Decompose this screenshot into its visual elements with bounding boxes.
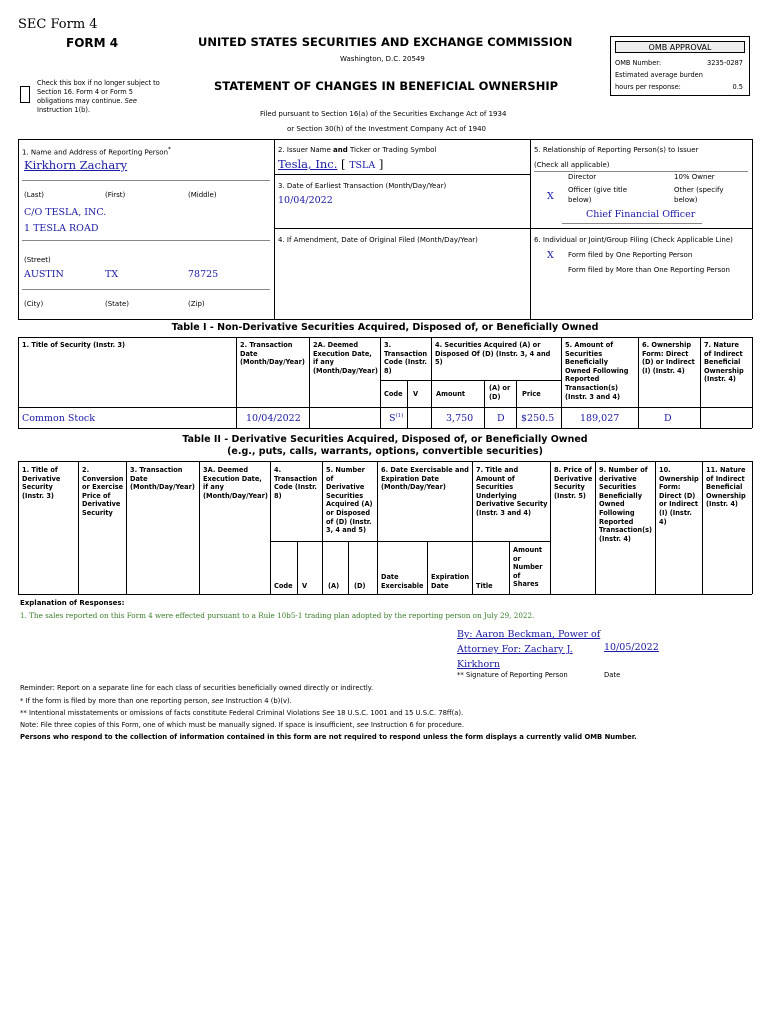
issuer-line: Tesla, Inc. [ TSLA ] xyxy=(278,157,384,171)
t2-sub-expiration: Expiration Date xyxy=(431,573,470,590)
address-line2: 1 TESLA ROAD xyxy=(24,223,99,234)
footer-star: * If the form is filed by more than one reporting person, see Instruction 4 (b)(v). xyxy=(20,697,292,705)
t1-sub-code: Code xyxy=(384,390,403,398)
box2-label: 2. Issuer Name and Ticker or Trading Symbol xyxy=(278,146,437,154)
filed-pursuant-line2: or Section 30(h) of the Investment Company Act of 1940 xyxy=(287,125,487,133)
zip-label: (Zip) xyxy=(188,300,205,308)
t1-h5: 5. Amount of Securities Beneficially Owned Following Reported Transaction(s) (Instr. 3 and 4) xyxy=(565,341,629,401)
t2-sub-amount: Amount or Number of Shares xyxy=(513,546,543,589)
state-label: (State) xyxy=(105,300,129,308)
t1-row-form: D xyxy=(664,413,672,424)
t2-h2: 2. Conversion or Exercise Price of Derivative Security xyxy=(82,466,124,517)
t1-row-amount: 3,750 xyxy=(446,413,474,424)
one-person-checkmark[interactable]: X xyxy=(547,250,554,261)
other-label: Other (specify below) xyxy=(674,186,724,204)
box6-label: 6. Individual or Joint/Group Filing (Check Applicable Line) xyxy=(534,236,733,244)
t2-h3a: 3A. Deemed Execution Date, if any (Month/Day/Year) xyxy=(203,466,268,500)
omb-hours-value: 0.5 xyxy=(732,83,743,91)
box4-label: 4. If Amendment, Date of Original Filed (Month/Day/Year) xyxy=(278,236,478,244)
omb-approval-box xyxy=(610,36,750,96)
t1-sub-price: Price xyxy=(522,390,541,398)
address-line1: C/O TESLA, INC. xyxy=(24,207,107,218)
t2-h10: 10. Ownership Form: Direct (D) or Indirect (I) (Instr. 4) xyxy=(659,466,699,526)
footer-double-star: ** Intentional misstatements or omissions of facts constitute Federal Criminal Violations See 18 U.S.C. 1001 and 15 U.S.C. 78ff(a). xyxy=(20,709,464,717)
officer-label: Officer (give title below) xyxy=(568,186,628,204)
agency-title: UNITED STATES SECURITIES AND EXCHANGE COMMISSION xyxy=(198,35,573,49)
explanation-label: Explanation of Responses: xyxy=(20,599,125,607)
box1-label: 1. Name and Address of Reporting Person* xyxy=(22,147,171,157)
footer-persons: Persons who respond to the collection of information contained in this form are not required to respond unless the form displays a currently valid OMB Number. xyxy=(20,733,637,741)
t2-sub-d: (D) xyxy=(354,582,366,590)
director-label: Director xyxy=(568,173,597,181)
city-value: AUSTIN xyxy=(24,269,64,280)
t1-sub-amount: Amount xyxy=(436,390,466,398)
t1-sub-ad: (A) or (D) xyxy=(489,384,511,401)
agency-address: Washington, D.C. 20549 xyxy=(340,55,425,63)
t2-h6: 6. Date Exercisable and Expiration Date (Month/Day/Year) xyxy=(381,466,469,492)
earliest-transaction-date: 10/04/2022 xyxy=(278,195,333,206)
omb-burden-label: Estimated average burden xyxy=(615,71,703,79)
explanation-note1: 1. The sales reported on this Form 4 were effected pursuant to a Rule 10b5-1 trading plan adopted by the reporting person on July 29, 2022. xyxy=(20,611,535,620)
t1-row-price: $250.5 xyxy=(521,413,555,424)
omb-number-label: OMB Number: xyxy=(615,59,662,67)
t2-h7: 7. Title and Amount of Securities Underlying Derivative Security (Instr. 3 and 4) xyxy=(476,466,548,517)
t2-sub-date-exercisable: Date Exercisable xyxy=(381,573,424,590)
officer-checkmark[interactable]: X xyxy=(547,191,554,202)
signature-date: 10/05/2022 xyxy=(604,642,659,653)
last-label: (Last) xyxy=(24,191,45,199)
street-label: (Street) xyxy=(24,256,51,264)
checkbox-instruction: Check this box if no longer subject to Section 16. Form 4 or Form 5 obligations may continue. See Instruction 1(b). xyxy=(37,79,160,114)
box3-label: 3. Date of Earliest Transaction (Month/Day/Year) xyxy=(278,182,447,190)
t1-h1: 1. Title of Security (Instr. 3) xyxy=(22,341,126,349)
t1-h3: 3. Transaction Code (Instr. 8) xyxy=(384,341,428,375)
form-title: FORM 4 xyxy=(66,36,119,50)
t2-sub-v: V xyxy=(302,582,308,590)
t2-h3: 3. Transaction Date (Month/Day/Year) xyxy=(130,466,195,492)
owner10-label: 10% Owner xyxy=(674,173,715,181)
t1-h2: 2. Transaction Date (Month/Day/Year) xyxy=(240,341,305,367)
no-longer-subject-checkbox[interactable] xyxy=(20,86,30,103)
t1-row-ad: D xyxy=(497,413,505,424)
box5-label: 5. Relationship of Reporting Person(s) to Issuer xyxy=(534,146,699,154)
t2-h11: 11. Nature of Indirect Beneficial Ownership (Instr. 4) xyxy=(706,466,746,509)
officer-title: Chief Financial Officer xyxy=(586,209,696,220)
omb-title: OMB APPROVAL xyxy=(615,41,745,53)
t2-h8: 8. Price of Derivative Security (Instr. 5) xyxy=(554,466,593,500)
middle-label: (Middle) xyxy=(188,191,217,199)
city-label: (City) xyxy=(24,300,44,308)
t1-row-security: Common Stock xyxy=(22,413,95,424)
t2-h4: 4. Transaction Code (Instr. 8) xyxy=(274,466,318,500)
t1-h2a: 2A. Deemed Execution Date, if any (Month/Day/Year) xyxy=(313,341,378,375)
t1-h6: 6. Ownership Form: Direct (D) or Indirect (I) (Instr. 4) xyxy=(642,341,695,375)
t2-sub-title: Title xyxy=(476,582,493,590)
t2-sub-code: Code xyxy=(274,582,293,590)
footer-reminder: Reminder: Report on a separate line for each class of securities beneficially owned directly or indirectly. xyxy=(20,684,374,692)
t2-sub-a: (A) xyxy=(328,582,340,590)
footer-note: Note: File three copies of this Form, one of which must be manually signed. If space is insufficient, see Instruction 6 for procedure. xyxy=(20,721,464,729)
t2-h5: 5. Number of Derivative Securities Acquired (A) or Disposed of (D) (Instr. 3, 4 and 5) xyxy=(326,466,373,535)
check-all-applicable: (Check all applicable) xyxy=(534,161,610,169)
t1-h4: 4. Securities Acquired (A) or Disposed Of (D) (Instr. 3, 4 and 5) xyxy=(435,341,551,367)
reporting-person-name[interactable]: Kirkhorn Zachary xyxy=(24,158,128,172)
t1-h7: 7. Nature of Indirect Beneficial Ownership (Instr. 4) xyxy=(704,341,744,384)
omb-number-value: 3235-0287 xyxy=(707,59,743,67)
one-person-label: Form filed by One Reporting Person xyxy=(568,251,693,259)
t2-h1: 1. Title of Derivative Security (Instr. 3) xyxy=(22,466,61,500)
table2-title: Table II - Derivative Securities Acquired, Disposed of, or Beneficially Owned (e.g., puts, calls, warrants, options, convertible securities) xyxy=(182,434,588,457)
zip-value: 78725 xyxy=(188,269,219,280)
first-label: (First) xyxy=(105,191,126,199)
t1-row-code: $S^{(1)}$ xyxy=(389,413,404,425)
sec-form-label: SEC Form 4 xyxy=(18,17,98,32)
date-label: Date xyxy=(604,671,621,679)
omb-hours-label: hours per response: xyxy=(615,83,681,91)
ticker-symbol: TSLA xyxy=(349,160,376,171)
t1-row-owned: 189,027 xyxy=(580,413,620,424)
more-person-label: Form filed by More than One Reporting Person xyxy=(568,266,730,274)
signature-block[interactable]: By: Aaron Beckman, Power of Attorney For: Zachary J. Kirkhorn xyxy=(457,629,601,670)
filed-pursuant-line1: Filed pursuant to Section 16(a) of the Securities Exchange Act of 1934 xyxy=(260,110,507,118)
table1-title: Table I - Non-Derivative Securities Acquired, Disposed of, or Beneficially Owned xyxy=(171,322,599,333)
signature-label: ** Signature of Reporting Person xyxy=(457,671,568,679)
t2-h9: 9. Number of derivative Securities Beneficially Owned Following Reported Transaction(s) (Instr. 4) xyxy=(599,466,653,543)
t1-sub-v: V xyxy=(413,390,419,398)
statement-title: STATEMENT OF CHANGES IN BENEFICIAL OWNERSHIP xyxy=(214,79,559,93)
t1-row-date: 10/04/2022 xyxy=(246,413,301,424)
issuer-name[interactable]: Tesla, Inc. xyxy=(278,157,338,171)
state-value: TX xyxy=(105,269,119,280)
